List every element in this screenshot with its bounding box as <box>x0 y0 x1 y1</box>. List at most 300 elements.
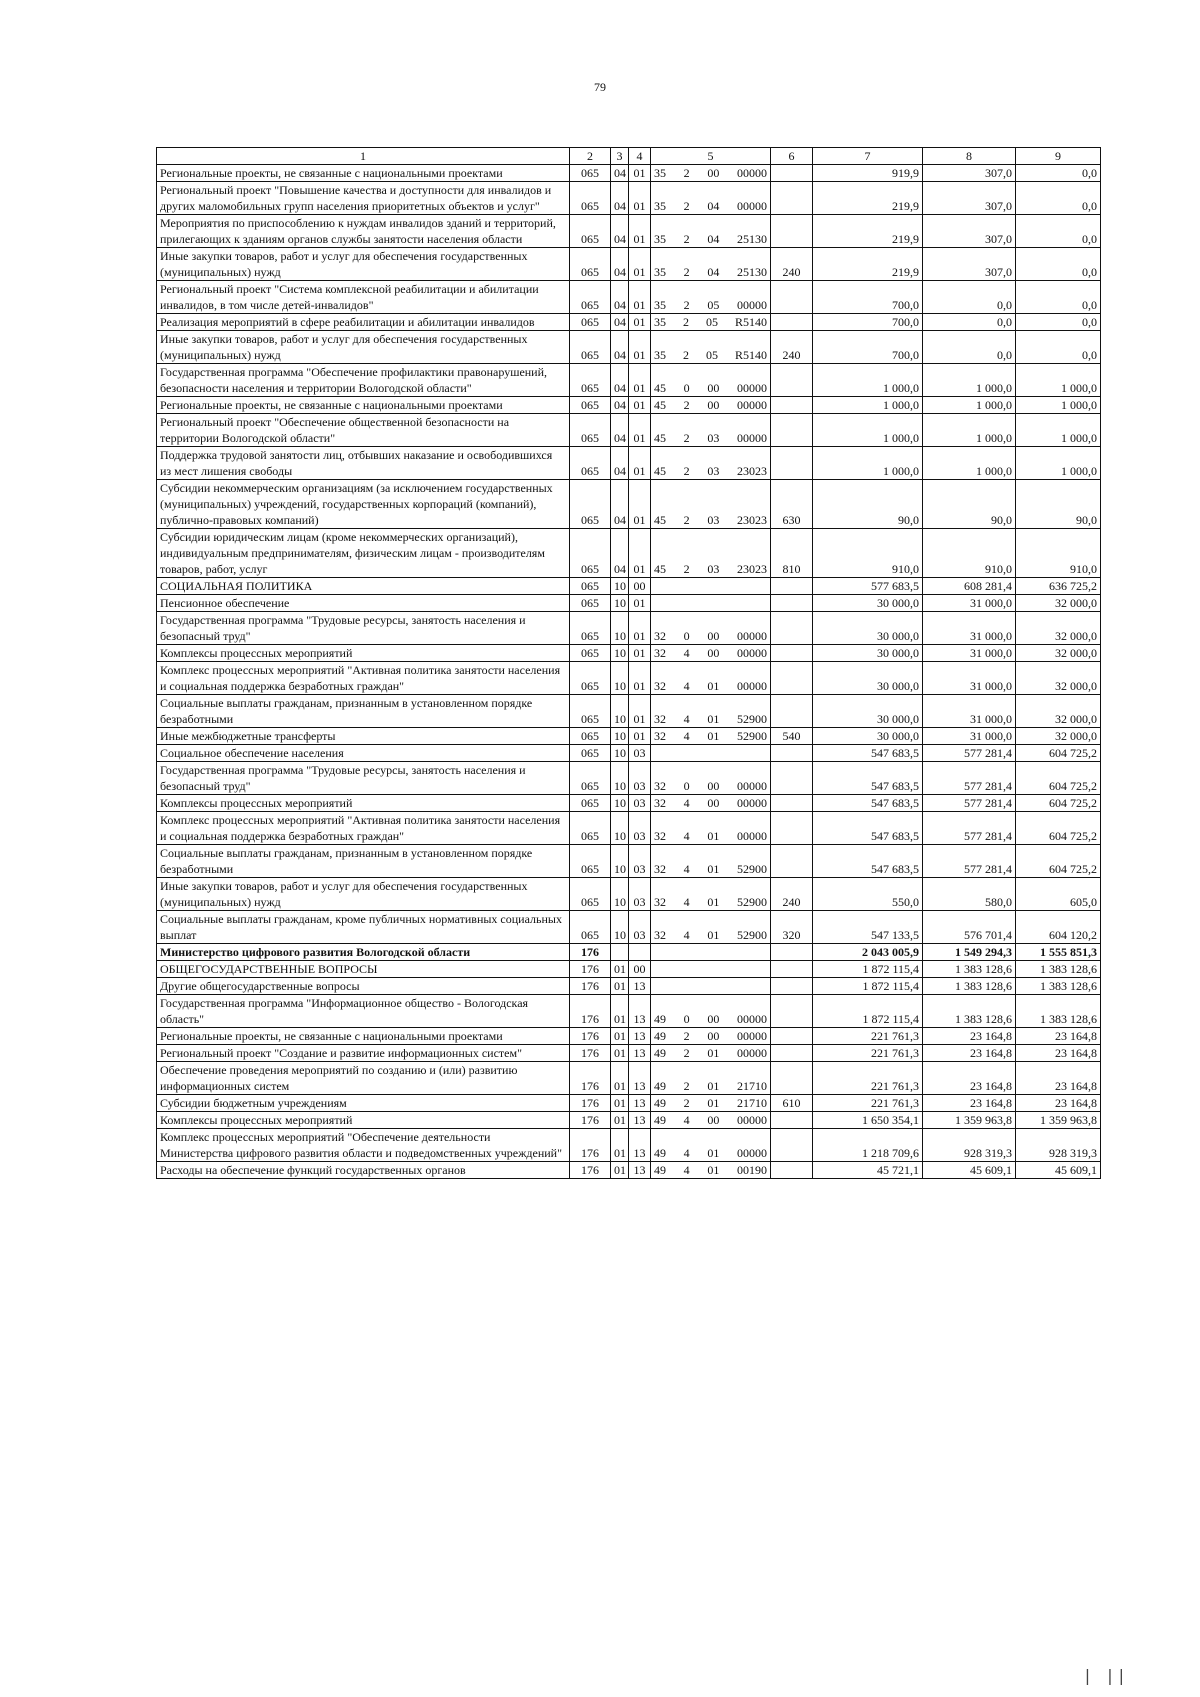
row-rz-code: 01 <box>611 1028 629 1045</box>
row-pr-code: 13 <box>629 978 651 995</box>
row-rz-code: 04 <box>611 414 629 447</box>
program-code-part: 4 <box>683 862 690 876</box>
row-pr-code: 01 <box>629 645 651 662</box>
table-row <box>157 314 1101 331</box>
program-code-part: 00000 <box>736 1029 767 1043</box>
table-row <box>157 182 1101 215</box>
row-name: Социальное обеспечение населения <box>157 745 570 762</box>
row-pr-code: 01 <box>629 480 651 529</box>
row-amount-9: 604 725,2 <box>1016 745 1101 762</box>
row-amount-7: 1 872 115,4 <box>813 978 923 995</box>
program-code-part: 32 <box>654 646 666 660</box>
program-code-part: 00000 <box>736 199 767 213</box>
row-name: ОБЩЕГОСУДАРСТВЕННЫЕ ВОПРОСЫ <box>157 961 570 978</box>
program-code-part: 52900 <box>736 712 767 726</box>
row-gr-code: 176 <box>570 978 611 995</box>
row-amount-8: 23 164,8 <box>923 1045 1016 1062</box>
row-amount-7: 700,0 <box>813 314 923 331</box>
row-pr-code: 13 <box>629 1129 651 1162</box>
program-code-part: 32 <box>654 712 666 726</box>
program-code-part: 03 <box>707 431 720 445</box>
row-name: Региональный проект "Система комплексной реабилитации и абилитации инвалидов, в том числе детей-инвалидов" <box>157 281 570 314</box>
row-rz-code: 01 <box>611 961 629 978</box>
program-code-part: 2 <box>682 348 689 362</box>
row-amount-8: 1 000,0 <box>923 397 1016 414</box>
row-amount-8: 577 281,4 <box>923 795 1016 812</box>
program-code-part: 32 <box>654 779 666 793</box>
row-program-code <box>651 529 771 578</box>
row-rz-code: 04 <box>611 480 629 529</box>
row-rz-code: 10 <box>611 762 629 795</box>
program-code-part: 4 <box>683 895 690 909</box>
row-amount-7: 547 683,5 <box>813 745 923 762</box>
row-amount-8: 31 000,0 <box>923 695 1016 728</box>
row-vr-code <box>771 215 813 248</box>
row-amount-9: 0,0 <box>1016 331 1101 364</box>
program-code-part: 01 <box>707 1163 720 1177</box>
program-code-part: 35 <box>654 265 666 279</box>
row-rz-code: 01 <box>611 1062 629 1095</box>
header-cell: 7 <box>813 148 923 165</box>
table-row <box>157 612 1101 645</box>
row-amount-8: 1 000,0 <box>923 414 1016 447</box>
program-code-part: 45 <box>654 513 666 527</box>
program-code-part: 05 <box>705 315 718 329</box>
row-pr-code: 01 <box>629 728 651 745</box>
row-program-code <box>651 795 771 812</box>
row-amount-7: 1 000,0 <box>813 397 923 414</box>
row-rz-code: 01 <box>611 1095 629 1112</box>
row-amount-7: 219,9 <box>813 215 923 248</box>
row-gr-code: 065 <box>570 845 611 878</box>
row-program-code <box>651 595 771 612</box>
row-pr-code: 01 <box>629 612 651 645</box>
row-vr-code <box>771 447 813 480</box>
row-program-code <box>651 1162 771 1179</box>
table-row <box>157 480 1101 529</box>
row-vr-code <box>771 795 813 812</box>
row-program-code <box>651 1062 771 1095</box>
row-program-code <box>651 978 771 995</box>
row-pr-code: 01 <box>629 595 651 612</box>
row-pr-code: 01 <box>629 695 651 728</box>
row-pr-code: 00 <box>629 578 651 595</box>
table-row <box>157 1162 1101 1179</box>
program-code-part: 52900 <box>736 729 767 743</box>
program-code-part: 35 <box>654 232 666 246</box>
program-code-part: 2 <box>682 315 689 329</box>
table-body <box>157 165 1101 1179</box>
row-gr-code: 065 <box>570 578 611 595</box>
row-gr-code: 065 <box>570 397 611 414</box>
row-vr-code <box>771 662 813 695</box>
program-code-part: 2 <box>683 166 690 180</box>
row-amount-9: 0,0 <box>1016 182 1101 215</box>
row-vr-code <box>771 762 813 795</box>
row-pr-code: 01 <box>629 364 651 397</box>
table-row <box>157 529 1101 578</box>
table-row <box>157 911 1101 944</box>
row-amount-8: 31 000,0 <box>923 645 1016 662</box>
row-vr-code <box>771 1045 813 1062</box>
row-program-code <box>651 447 771 480</box>
program-code-part: 01 <box>707 1146 720 1160</box>
row-rz-code: 01 <box>611 995 629 1028</box>
row-pr-code: 13 <box>629 1095 651 1112</box>
row-pr-code: 03 <box>629 762 651 795</box>
program-code-part: 00000 <box>736 381 767 395</box>
program-code-part: 00000 <box>736 431 767 445</box>
program-code-part: 00000 <box>736 646 767 660</box>
row-name: Региональный проект "Повышение качества и доступности для инвалидов и других маломобильных групп населения приоритетных объектов и услуг" <box>157 182 570 215</box>
row-amount-8: 576 701,4 <box>923 911 1016 944</box>
row-name: Иные межбюджетные трансферты <box>157 728 570 745</box>
row-name: Иные закупки товаров, работ и услуг для обеспечения государственных (муниципальных) нужд <box>157 331 570 364</box>
row-program-code <box>651 645 771 662</box>
row-amount-7: 1 000,0 <box>813 447 923 480</box>
program-code-part: 49 <box>654 1012 666 1026</box>
row-amount-9: 1 383 128,6 <box>1016 978 1101 995</box>
header-cell: 6 <box>771 148 813 165</box>
row-amount-8: 1 383 128,6 <box>923 961 1016 978</box>
row-amount-8: 45 609,1 <box>923 1162 1016 1179</box>
program-code-part: 00000 <box>736 829 767 843</box>
program-code-part: 49 <box>654 1163 666 1177</box>
row-amount-9: 910,0 <box>1016 529 1101 578</box>
row-rz-code: 01 <box>611 1112 629 1129</box>
row-rz-code: 10 <box>611 695 629 728</box>
row-pr-code: 01 <box>629 215 651 248</box>
row-name: Региональный проект "Обеспечение общественной безопасности на территории Вологодской области" <box>157 414 570 447</box>
row-rz-code: 10 <box>611 662 629 695</box>
row-vr-code <box>771 845 813 878</box>
row-gr-code: 176 <box>570 1028 611 1045</box>
table-row <box>157 944 1101 961</box>
row-pr-code: 01 <box>629 165 651 182</box>
row-amount-8: 307,0 <box>923 182 1016 215</box>
row-rz-code: 04 <box>611 364 629 397</box>
row-amount-9: 1 000,0 <box>1016 447 1101 480</box>
program-code-part: 00 <box>707 1113 720 1127</box>
table-row <box>157 447 1101 480</box>
row-pr-code: 01 <box>629 281 651 314</box>
row-amount-9: 1 555 851,3 <box>1016 944 1101 961</box>
row-name: Социальные выплаты гражданам, признанным в установленном порядке безработными <box>157 695 570 728</box>
row-amount-9: 604 725,2 <box>1016 845 1101 878</box>
row-name: Пенсионное обеспечение <box>157 595 570 612</box>
program-code-part: 00 <box>707 629 720 643</box>
program-code-part: 52900 <box>736 895 767 909</box>
program-code-part: 21710 <box>736 1096 767 1110</box>
row-pr-code <box>629 944 651 961</box>
row-pr-code: 01 <box>629 314 651 331</box>
program-code-part: 00 <box>707 1012 720 1026</box>
row-amount-7: 219,9 <box>813 182 923 215</box>
row-program-code <box>651 961 771 978</box>
row-rz-code: 04 <box>611 281 629 314</box>
row-gr-code: 065 <box>570 812 611 845</box>
row-gr-code: 065 <box>570 281 611 314</box>
row-amount-8: 577 281,4 <box>923 812 1016 845</box>
row-amount-9: 32 000,0 <box>1016 728 1101 745</box>
row-amount-9: 32 000,0 <box>1016 595 1101 612</box>
row-amount-7: 221 761,3 <box>813 1045 923 1062</box>
row-amount-8: 1 000,0 <box>923 364 1016 397</box>
row-gr-code: 176 <box>570 961 611 978</box>
row-gr-code: 065 <box>570 695 611 728</box>
row-gr-code: 065 <box>570 248 611 281</box>
row-amount-7: 700,0 <box>813 281 923 314</box>
row-amount-7: 30 000,0 <box>813 612 923 645</box>
row-pr-code: 01 <box>629 529 651 578</box>
program-code-part: 49 <box>654 1029 666 1043</box>
row-rz-code: 01 <box>611 978 629 995</box>
row-vr-code <box>771 961 813 978</box>
header-cell: 1 <box>157 148 570 165</box>
row-amount-8: 910,0 <box>923 529 1016 578</box>
program-code-part: 05 <box>705 348 718 362</box>
program-code-part: 45 <box>654 431 666 445</box>
row-amount-8: 577 281,4 <box>923 745 1016 762</box>
row-rz-code: 10 <box>611 911 629 944</box>
row-amount-7: 547 133,5 <box>813 911 923 944</box>
row-program-code <box>651 578 771 595</box>
table-row <box>157 695 1101 728</box>
row-vr-code <box>771 745 813 762</box>
row-amount-8: 608 281,4 <box>923 578 1016 595</box>
program-code-part: 2 <box>683 1029 690 1043</box>
program-code-part: 00000 <box>736 1046 767 1060</box>
program-code-part: 45 <box>654 398 666 412</box>
table-row <box>157 215 1101 248</box>
program-code-part: 2 <box>683 464 690 478</box>
row-amount-9: 928 319,3 <box>1016 1129 1101 1162</box>
row-program-code <box>651 845 771 878</box>
program-code-part: 00000 <box>736 1012 767 1026</box>
program-code-part: 21710 <box>736 1079 767 1093</box>
row-amount-8: 31 000,0 <box>923 662 1016 695</box>
program-code-part: 32 <box>654 928 666 942</box>
program-code-part: 00000 <box>736 1146 767 1160</box>
row-vr-code <box>771 1112 813 1129</box>
table-row <box>157 364 1101 397</box>
row-vr-code: 630 <box>771 480 813 529</box>
row-name: Региональные проекты, не связанные с национальными проектами <box>157 397 570 414</box>
header-cell: 4 <box>629 148 651 165</box>
row-program-code <box>651 911 771 944</box>
table-row <box>157 745 1101 762</box>
program-code-part: 00000 <box>736 298 767 312</box>
header-cell: 3 <box>611 148 629 165</box>
row-rz-code: 10 <box>611 578 629 595</box>
program-code-part: 01 <box>707 679 720 693</box>
program-code-part: 00000 <box>736 679 767 693</box>
row-amount-8: 307,0 <box>923 215 1016 248</box>
row-vr-code <box>771 182 813 215</box>
row-program-code <box>651 248 771 281</box>
row-pr-code: 03 <box>629 795 651 812</box>
row-amount-8: 307,0 <box>923 165 1016 182</box>
program-code-part: 2 <box>683 562 690 576</box>
row-gr-code: 176 <box>570 1112 611 1129</box>
row-amount-8: 1 359 963,8 <box>923 1112 1016 1129</box>
row-rz-code: 01 <box>611 1045 629 1062</box>
program-code-part: 4 <box>683 729 690 743</box>
row-amount-7: 577 683,5 <box>813 578 923 595</box>
row-amount-8: 928 319,3 <box>923 1129 1016 1162</box>
page-number: 79 <box>594 80 606 94</box>
row-name: Государственная программа "Информационное общество - Вологодская область" <box>157 995 570 1028</box>
row-program-code <box>651 1112 771 1129</box>
row-amount-8: 23 164,8 <box>923 1095 1016 1112</box>
row-name: Иные закупки товаров, работ и услуг для обеспечения государственных (муниципальных) нужд <box>157 878 570 911</box>
table-row <box>157 845 1101 878</box>
program-code-part: 2 <box>683 199 690 213</box>
row-rz-code: 04 <box>611 331 629 364</box>
program-code-part: 0 <box>683 1012 690 1026</box>
program-code-part: 4 <box>683 796 690 810</box>
row-amount-9: 23 164,8 <box>1016 1045 1101 1062</box>
row-vr-code: 240 <box>771 878 813 911</box>
table-row <box>157 728 1101 745</box>
row-amount-9: 0,0 <box>1016 165 1101 182</box>
row-amount-8: 580,0 <box>923 878 1016 911</box>
program-code-part: 35 <box>654 199 666 213</box>
row-pr-code: 13 <box>629 1028 651 1045</box>
row-name: Иные закупки товаров, работ и услуг для обеспечения государственных (муниципальных) нужд <box>157 248 570 281</box>
row-amount-9: 604 725,2 <box>1016 795 1101 812</box>
row-gr-code: 065 <box>570 331 611 364</box>
program-code-part: 49 <box>654 1096 666 1110</box>
row-amount-9: 32 000,0 <box>1016 612 1101 645</box>
row-vr-code <box>771 812 813 845</box>
row-rz-code: 04 <box>611 447 629 480</box>
row-pr-code: 13 <box>629 995 651 1028</box>
row-amount-8: 31 000,0 <box>923 728 1016 745</box>
row-amount-9: 23 164,8 <box>1016 1062 1101 1095</box>
row-amount-9: 90,0 <box>1016 480 1101 529</box>
program-code-part: 01 <box>707 862 720 876</box>
row-program-code <box>651 1045 771 1062</box>
program-code-part: 4 <box>683 1163 690 1177</box>
row-amount-7: 45 721,1 <box>813 1162 923 1179</box>
row-name: Социальные выплаты гражданам, кроме публичных нормативных социальных выплат <box>157 911 570 944</box>
row-program-code <box>651 812 771 845</box>
row-name: Комплекс процессных мероприятий "Обеспечение деятельности Министерства цифрового развития области и подведомственных учреждений" <box>157 1129 570 1162</box>
row-vr-code: 810 <box>771 529 813 578</box>
table-row <box>157 1028 1101 1045</box>
program-code-part: 2 <box>683 265 690 279</box>
table-row <box>157 1112 1101 1129</box>
row-vr-code <box>771 364 813 397</box>
row-name: Региональный проект "Создание и развитие информационных систем" <box>157 1045 570 1062</box>
row-name: Региональные проекты, не связанные с национальными проектами <box>157 165 570 182</box>
row-amount-8: 31 000,0 <box>923 612 1016 645</box>
program-code-part: 45 <box>654 562 666 576</box>
program-code-part: 05 <box>707 298 720 312</box>
table-row <box>157 978 1101 995</box>
row-name: Комплексы процессных мероприятий <box>157 1112 570 1129</box>
row-amount-7: 90,0 <box>813 480 923 529</box>
row-program-code <box>651 662 771 695</box>
program-code-part: 00 <box>707 166 720 180</box>
row-name: Субсидии некоммерческим организациям (за исключением государственных (муниципальных) учреждений, государственных корпораций (компаний), публично-правовых компаний) <box>157 480 570 529</box>
row-rz-code: 04 <box>611 314 629 331</box>
row-rz-code: 10 <box>611 745 629 762</box>
row-name: Расходы на обеспечение функций государственных органов <box>157 1162 570 1179</box>
program-code-part: 25130 <box>736 232 767 246</box>
program-code-part: 52900 <box>736 862 767 876</box>
row-gr-code: 176 <box>570 995 611 1028</box>
row-vr-code: 240 <box>771 331 813 364</box>
table-row <box>157 812 1101 845</box>
row-amount-8: 577 281,4 <box>923 762 1016 795</box>
row-amount-7: 30 000,0 <box>813 728 923 745</box>
row-amount-8: 0,0 <box>923 281 1016 314</box>
row-amount-7: 910,0 <box>813 529 923 578</box>
row-vr-code: 540 <box>771 728 813 745</box>
program-code-part: 01 <box>707 1046 720 1060</box>
program-code-part: 00 <box>707 646 720 660</box>
row-rz-code: 10 <box>611 878 629 911</box>
row-rz-code <box>611 944 629 961</box>
row-program-code <box>651 878 771 911</box>
table-row <box>157 397 1101 414</box>
row-gr-code: 065 <box>570 314 611 331</box>
program-code-part: 01 <box>707 928 720 942</box>
row-amount-7: 30 000,0 <box>813 662 923 695</box>
row-pr-code: 01 <box>629 331 651 364</box>
row-gr-code: 065 <box>570 215 611 248</box>
row-pr-code: 13 <box>629 1045 651 1062</box>
row-amount-8: 1 549 294,3 <box>923 944 1016 961</box>
row-amount-9: 604 725,2 <box>1016 762 1101 795</box>
table-row <box>157 878 1101 911</box>
row-amount-8: 23 164,8 <box>923 1028 1016 1045</box>
row-pr-code: 00 <box>629 961 651 978</box>
row-program-code <box>651 612 771 645</box>
row-amount-9: 32 000,0 <box>1016 695 1101 728</box>
row-gr-code: 065 <box>570 612 611 645</box>
row-program-code <box>651 995 771 1028</box>
program-code-part: 23023 <box>736 562 767 576</box>
program-code-part: 00 <box>707 796 720 810</box>
row-gr-code: 065 <box>570 662 611 695</box>
row-vr-code <box>771 612 813 645</box>
row-rz-code: 04 <box>611 529 629 578</box>
row-amount-8: 0,0 <box>923 314 1016 331</box>
row-program-code <box>651 1095 771 1112</box>
row-amount-8: 90,0 <box>923 480 1016 529</box>
row-program-code <box>651 480 771 529</box>
program-code-part: 23023 <box>736 464 767 478</box>
row-rz-code: 10 <box>611 728 629 745</box>
row-program-code <box>651 281 771 314</box>
program-code-part: 01 <box>707 1079 720 1093</box>
program-code-part: 32 <box>654 862 666 876</box>
row-gr-code: 065 <box>570 447 611 480</box>
row-vr-code <box>771 1028 813 1045</box>
row-gr-code: 065 <box>570 911 611 944</box>
row-gr-code: 065 <box>570 878 611 911</box>
row-amount-8: 1 383 128,6 <box>923 978 1016 995</box>
row-vr-code <box>771 1062 813 1095</box>
row-amount-7: 219,9 <box>813 248 923 281</box>
row-amount-7: 919,9 <box>813 165 923 182</box>
row-pr-code: 03 <box>629 845 651 878</box>
program-code-part: 04 <box>707 232 720 246</box>
row-vr-code <box>771 995 813 1028</box>
